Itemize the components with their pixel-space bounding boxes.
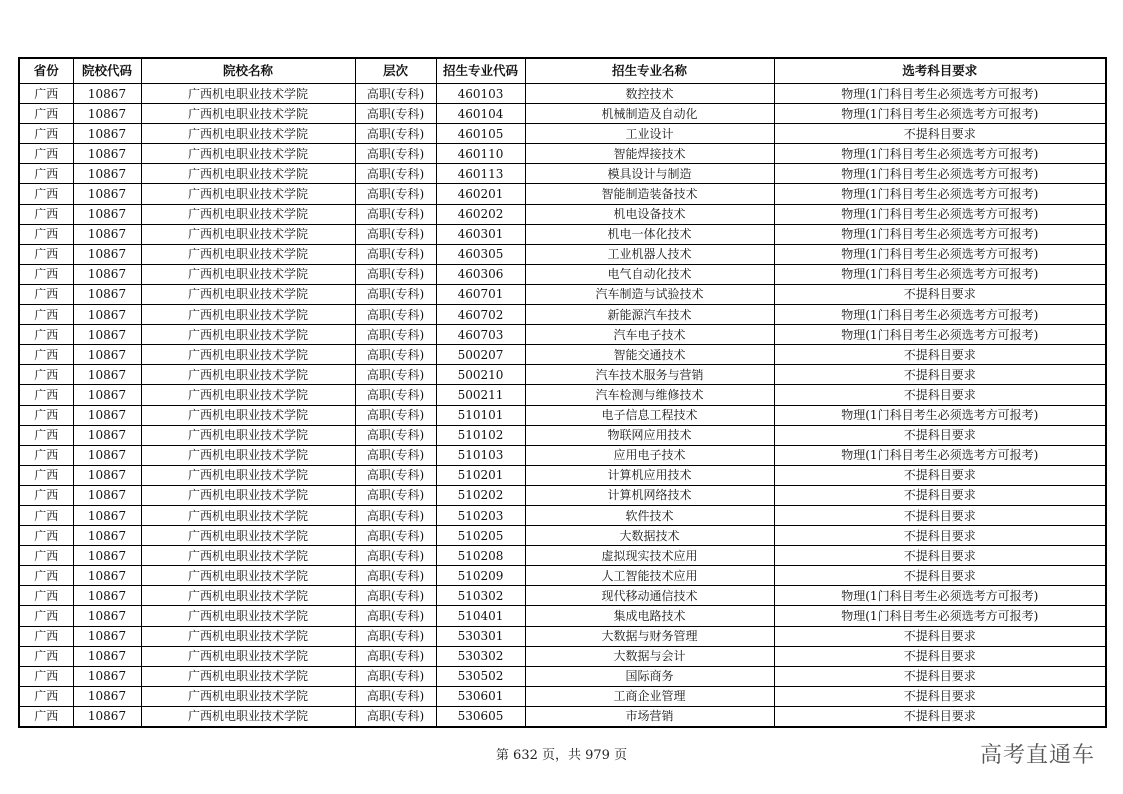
cell-major-code: 530502 — [436, 666, 525, 686]
cell-school-code: 10867 — [73, 425, 141, 445]
cell-level: 高职(专科) — [355, 144, 436, 164]
cell-province: 广西 — [19, 284, 73, 304]
cell-school-code: 10867 — [73, 184, 141, 204]
cell-school-code: 10867 — [73, 666, 141, 686]
cell-major-name: 大数据与财务管理 — [525, 626, 774, 646]
cell-school-name: 广西机电职业技术学院 — [141, 626, 355, 646]
cell-major-name: 大数据与会计 — [525, 646, 774, 666]
cell-major-code: 510209 — [436, 566, 525, 586]
header-row — [19, 58, 1106, 84]
cell-level: 高职(专科) — [355, 184, 436, 204]
cell-school-code: 10867 — [73, 104, 141, 124]
column-header-school-code: 院校代码 — [73, 58, 141, 84]
cell-school-code: 10867 — [73, 164, 141, 184]
cell-subject-requirement: 物理(1门科目考生必须选考方可报考) — [774, 224, 1106, 244]
table-row — [19, 546, 1106, 566]
cell-subject-requirement: 不提科目要求 — [774, 666, 1106, 686]
table-row — [19, 345, 1106, 365]
cell-subject-requirement: 不提科目要求 — [774, 465, 1106, 485]
table-row — [19, 686, 1106, 706]
cell-level: 高职(专科) — [355, 164, 436, 184]
table-row — [19, 244, 1106, 264]
table-header — [19, 58, 1106, 84]
cell-major-name: 智能制造装备技术 — [525, 184, 774, 204]
cell-province: 广西 — [19, 84, 73, 104]
cell-major-name: 虚拟现实技术应用 — [525, 546, 774, 566]
column-header-major-code: 招生专业代码 — [436, 58, 525, 84]
cell-major-name: 计算机网络技术 — [525, 485, 774, 505]
cell-school-name: 广西机电职业技术学院 — [141, 84, 355, 104]
admission-requirements-table — [18, 57, 1107, 728]
cell-major-code: 460202 — [436, 204, 525, 224]
cell-school-name: 广西机电职业技术学院 — [141, 224, 355, 244]
cell-major-code: 460104 — [436, 104, 525, 124]
cell-province: 广西 — [19, 305, 73, 325]
cell-major-code: 530301 — [436, 626, 525, 646]
cell-level: 高职(专科) — [355, 666, 436, 686]
cell-province: 广西 — [19, 626, 73, 646]
cell-major-name: 汽车检测与维修技术 — [525, 385, 774, 405]
cell-subject-requirement: 不提科目要求 — [774, 706, 1106, 727]
cell-major-code: 510103 — [436, 445, 525, 465]
cell-subject-requirement: 不提科目要求 — [774, 124, 1106, 144]
cell-subject-requirement: 物理(1门科目考生必须选考方可报考) — [774, 445, 1106, 465]
cell-province: 广西 — [19, 526, 73, 546]
cell-province: 广西 — [19, 405, 73, 425]
cell-major-name: 市场营销 — [525, 706, 774, 727]
cell-province: 广西 — [19, 244, 73, 264]
cell-level: 高职(专科) — [355, 264, 436, 284]
cell-school-name: 广西机电职业技术学院 — [141, 124, 355, 144]
table-row — [19, 566, 1106, 586]
cell-school-name: 广西机电职业技术学院 — [141, 345, 355, 365]
cell-school-code: 10867 — [73, 566, 141, 586]
cell-province: 广西 — [19, 706, 73, 727]
cell-school-code: 10867 — [73, 264, 141, 284]
cell-level: 高职(专科) — [355, 445, 436, 465]
cell-major-code: 510201 — [436, 465, 525, 485]
cell-school-code: 10867 — [73, 485, 141, 505]
cell-school-name: 广西机电职业技术学院 — [141, 606, 355, 626]
cell-school-name: 广西机电职业技术学院 — [141, 546, 355, 566]
table-row — [19, 626, 1106, 646]
cell-level: 高职(专科) — [355, 626, 436, 646]
table-row — [19, 445, 1106, 465]
cell-subject-requirement: 物理(1门科目考生必须选考方可报考) — [774, 204, 1106, 224]
cell-subject-requirement: 物理(1门科目考生必须选考方可报考) — [774, 104, 1106, 124]
cell-school-code: 10867 — [73, 385, 141, 405]
cell-school-code: 10867 — [73, 224, 141, 244]
cell-major-code: 460305 — [436, 244, 525, 264]
cell-subject-requirement: 物理(1门科目考生必须选考方可报考) — [774, 164, 1106, 184]
cell-major-code: 460201 — [436, 184, 525, 204]
cell-major-code: 460701 — [436, 284, 525, 304]
cell-major-code: 460301 — [436, 224, 525, 244]
cell-level: 高职(专科) — [355, 405, 436, 425]
cell-school-code: 10867 — [73, 526, 141, 546]
cell-major-code: 460113 — [436, 164, 525, 184]
cell-school-code: 10867 — [73, 626, 141, 646]
cell-major-code: 500210 — [436, 365, 525, 385]
cell-school-name: 广西机电职业技术学院 — [141, 144, 355, 164]
cell-province: 广西 — [19, 586, 73, 606]
cell-subject-requirement: 不提科目要求 — [774, 626, 1106, 646]
table-row — [19, 465, 1106, 485]
cell-school-name: 广西机电职业技术学院 — [141, 425, 355, 445]
cell-major-name: 机械制造及自动化 — [525, 104, 774, 124]
cell-school-code: 10867 — [73, 325, 141, 345]
cell-major-name: 电气自动化技术 — [525, 264, 774, 284]
cell-level: 高职(专科) — [355, 526, 436, 546]
cell-major-name: 数控技术 — [525, 84, 774, 104]
cell-major-code: 460105 — [436, 124, 525, 144]
table-row — [19, 224, 1106, 244]
cell-subject-requirement: 不提科目要求 — [774, 284, 1106, 304]
table-row — [19, 485, 1106, 505]
cell-school-name: 广西机电职业技术学院 — [141, 485, 355, 505]
table-row — [19, 505, 1106, 525]
cell-subject-requirement: 不提科目要求 — [774, 526, 1106, 546]
cell-subject-requirement: 物理(1门科目考生必须选考方可报考) — [774, 305, 1106, 325]
cell-subject-requirement: 不提科目要求 — [774, 566, 1106, 586]
cell-school-code: 10867 — [73, 586, 141, 606]
cell-school-name: 广西机电职业技术学院 — [141, 465, 355, 485]
cell-major-name: 国际商务 — [525, 666, 774, 686]
cell-school-code: 10867 — [73, 244, 141, 264]
cell-province: 广西 — [19, 385, 73, 405]
cell-major-name: 应用电子技术 — [525, 445, 774, 465]
cell-major-name: 人工智能技术应用 — [525, 566, 774, 586]
table-row — [19, 325, 1106, 345]
cell-major-name: 软件技术 — [525, 505, 774, 525]
cell-school-name: 广西机电职业技术学院 — [141, 305, 355, 325]
cell-school-name: 广西机电职业技术学院 — [141, 365, 355, 385]
cell-level: 高职(专科) — [355, 385, 436, 405]
cell-major-name: 智能交通技术 — [525, 345, 774, 365]
table-row — [19, 405, 1106, 425]
cell-school-name: 广西机电职业技术学院 — [141, 526, 355, 546]
table-row — [19, 606, 1106, 626]
cell-school-name: 广西机电职业技术学院 — [141, 244, 355, 264]
cell-school-code: 10867 — [73, 284, 141, 304]
cell-province: 广西 — [19, 666, 73, 686]
cell-level: 高职(专科) — [355, 305, 436, 325]
cell-major-code: 460703 — [436, 325, 525, 345]
cell-province: 广西 — [19, 606, 73, 626]
cell-major-name: 智能焊接技术 — [525, 144, 774, 164]
cell-major-name: 物联网应用技术 — [525, 425, 774, 445]
cell-major-code: 530302 — [436, 646, 525, 666]
cell-major-name: 工业设计 — [525, 124, 774, 144]
cell-subject-requirement: 不提科目要求 — [774, 485, 1106, 505]
cell-school-code: 10867 — [73, 84, 141, 104]
cell-level: 高职(专科) — [355, 104, 436, 124]
cell-school-code: 10867 — [73, 405, 141, 425]
cell-subject-requirement: 物理(1门科目考生必须选考方可报考) — [774, 184, 1106, 204]
cell-major-code: 510101 — [436, 405, 525, 425]
column-header-province: 省份 — [19, 58, 73, 84]
cell-subject-requirement: 物理(1门科目考生必须选考方可报考) — [774, 144, 1106, 164]
cell-level: 高职(专科) — [355, 465, 436, 485]
cell-subject-requirement: 物理(1门科目考生必须选考方可报考) — [774, 586, 1106, 606]
column-header-major-name: 招生专业名称 — [525, 58, 774, 84]
table-row — [19, 425, 1106, 445]
cell-province: 广西 — [19, 485, 73, 505]
table-row — [19, 586, 1106, 606]
cell-level: 高职(专科) — [355, 204, 436, 224]
cell-level: 高职(专科) — [355, 686, 436, 706]
cell-level: 高职(专科) — [355, 345, 436, 365]
cell-level: 高职(专科) — [355, 224, 436, 244]
cell-school-code: 10867 — [73, 686, 141, 706]
table-row — [19, 264, 1106, 284]
cell-subject-requirement: 不提科目要求 — [774, 686, 1106, 706]
cell-school-code: 10867 — [73, 606, 141, 626]
cell-subject-requirement: 不提科目要求 — [774, 345, 1106, 365]
cell-major-code: 510205 — [436, 526, 525, 546]
cell-major-code: 460702 — [436, 305, 525, 325]
cell-level: 高职(专科) — [355, 124, 436, 144]
watermark-text: 高考直通车 — [979, 743, 1095, 768]
cell-school-name: 广西机电职业技术学院 — [141, 264, 355, 284]
cell-school-code: 10867 — [73, 345, 141, 365]
cell-school-code: 10867 — [73, 546, 141, 566]
cell-major-name: 大数据技术 — [525, 526, 774, 546]
cell-level: 高职(专科) — [355, 425, 436, 445]
cell-major-name: 工商企业管理 — [525, 686, 774, 706]
cell-school-name: 广西机电职业技术学院 — [141, 666, 355, 686]
cell-province: 广西 — [19, 164, 73, 184]
cell-level: 高职(专科) — [355, 546, 436, 566]
table-row — [19, 184, 1106, 204]
cell-school-code: 10867 — [73, 505, 141, 525]
cell-school-name: 广西机电职业技术学院 — [141, 325, 355, 345]
cell-school-name: 广西机电职业技术学院 — [141, 204, 355, 224]
cell-major-name: 汽车制造与试验技术 — [525, 284, 774, 304]
cell-major-code: 510102 — [436, 425, 525, 445]
cell-level: 高职(专科) — [355, 365, 436, 385]
table-row — [19, 305, 1106, 325]
cell-subject-requirement: 物理(1门科目考生必须选考方可报考) — [774, 264, 1106, 284]
column-header-level: 层次 — [355, 58, 436, 84]
cell-major-code: 500211 — [436, 385, 525, 405]
table-row — [19, 365, 1106, 385]
cell-major-name: 汽车技术服务与营销 — [525, 365, 774, 385]
cell-major-code: 460103 — [436, 84, 525, 104]
cell-major-name: 模具设计与制造 — [525, 164, 774, 184]
table-row — [19, 385, 1106, 405]
table-row — [19, 706, 1106, 727]
cell-level: 高职(专科) — [355, 485, 436, 505]
cell-subject-requirement: 不提科目要求 — [774, 365, 1106, 385]
cell-subject-requirement: 不提科目要求 — [774, 546, 1106, 566]
cell-province: 广西 — [19, 365, 73, 385]
cell-school-code: 10867 — [73, 204, 141, 224]
table-row — [19, 144, 1106, 164]
table-row — [19, 526, 1106, 546]
cell-school-code: 10867 — [73, 144, 141, 164]
cell-subject-requirement: 不提科目要求 — [774, 385, 1106, 405]
cell-school-name: 广西机电职业技术学院 — [141, 706, 355, 727]
cell-level: 高职(专科) — [355, 606, 436, 626]
cell-level: 高职(专科) — [355, 646, 436, 666]
cell-school-name: 广西机电职业技术学院 — [141, 586, 355, 606]
cell-subject-requirement: 不提科目要求 — [774, 425, 1106, 445]
cell-school-code: 10867 — [73, 124, 141, 144]
cell-subject-requirement: 物理(1门科目考生必须选考方可报考) — [774, 405, 1106, 425]
cell-school-code: 10867 — [73, 365, 141, 385]
cell-province: 广西 — [19, 686, 73, 706]
cell-subject-requirement: 物理(1门科目考生必须选考方可报考) — [774, 325, 1106, 345]
cell-school-code: 10867 — [73, 465, 141, 485]
cell-province: 广西 — [19, 425, 73, 445]
cell-major-code: 460306 — [436, 264, 525, 284]
table-row — [19, 646, 1106, 666]
cell-province: 广西 — [19, 345, 73, 365]
cell-subject-requirement: 物理(1门科目考生必须选考方可报考) — [774, 84, 1106, 104]
cell-province: 广西 — [19, 546, 73, 566]
table-row — [19, 104, 1106, 124]
cell-level: 高职(专科) — [355, 325, 436, 345]
cell-major-code: 510208 — [436, 546, 525, 566]
table-body — [19, 84, 1106, 728]
cell-major-code: 530605 — [436, 706, 525, 727]
cell-province: 广西 — [19, 445, 73, 465]
cell-level: 高职(专科) — [355, 505, 436, 525]
cell-province: 广西 — [19, 224, 73, 244]
cell-subject-requirement: 不提科目要求 — [774, 505, 1106, 525]
cell-province: 广西 — [19, 104, 73, 124]
cell-subject-requirement: 物理(1门科目考生必须选考方可报考) — [774, 606, 1106, 626]
cell-major-name: 现代移动通信技术 — [525, 586, 774, 606]
cell-school-name: 广西机电职业技术学院 — [141, 184, 355, 204]
cell-major-name: 机电设备技术 — [525, 204, 774, 224]
cell-level: 高职(专科) — [355, 566, 436, 586]
cell-province: 广西 — [19, 184, 73, 204]
cell-major-code: 510302 — [436, 586, 525, 606]
cell-major-code: 510401 — [436, 606, 525, 626]
table-row — [19, 84, 1106, 104]
cell-province: 广西 — [19, 465, 73, 485]
cell-major-name: 计算机应用技术 — [525, 465, 774, 485]
page-number: 第 632 页，共 979 页 — [495, 748, 628, 763]
cell-province: 广西 — [19, 566, 73, 586]
cell-province: 广西 — [19, 505, 73, 525]
cell-major-name: 汽车电子技术 — [525, 325, 774, 345]
table-row — [19, 666, 1106, 686]
cell-school-name: 广西机电职业技术学院 — [141, 385, 355, 405]
cell-level: 高职(专科) — [355, 706, 436, 727]
cell-province: 广西 — [19, 646, 73, 666]
cell-school-code: 10867 — [73, 706, 141, 727]
cell-major-code: 530601 — [436, 686, 525, 706]
table-row — [19, 204, 1106, 224]
column-header-subject-requirement: 选考科目要求 — [774, 58, 1106, 84]
cell-school-name: 广西机电职业技术学院 — [141, 566, 355, 586]
cell-school-name: 广西机电职业技术学院 — [141, 646, 355, 666]
cell-major-name: 机电一体化技术 — [525, 224, 774, 244]
cell-major-code: 510203 — [436, 505, 525, 525]
table-row — [19, 164, 1106, 184]
cell-school-name: 广西机电职业技术学院 — [141, 505, 355, 525]
cell-subject-requirement: 不提科目要求 — [774, 646, 1106, 666]
cell-major-code: 510202 — [436, 485, 525, 505]
cell-level: 高职(专科) — [355, 586, 436, 606]
cell-province: 广西 — [19, 124, 73, 144]
cell-province: 广西 — [19, 264, 73, 284]
cell-province: 广西 — [19, 204, 73, 224]
table-row — [19, 124, 1106, 144]
cell-major-code: 460110 — [436, 144, 525, 164]
cell-province: 广西 — [19, 325, 73, 345]
cell-school-code: 10867 — [73, 305, 141, 325]
cell-school-code: 10867 — [73, 646, 141, 666]
cell-province: 广西 — [19, 144, 73, 164]
cell-major-name: 新能源汽车技术 — [525, 305, 774, 325]
cell-school-name: 广西机电职业技术学院 — [141, 405, 355, 425]
cell-major-code: 500207 — [436, 345, 525, 365]
cell-school-code: 10867 — [73, 445, 141, 465]
cell-school-name: 广西机电职业技术学院 — [141, 104, 355, 124]
column-header-school-name: 院校名称 — [141, 58, 355, 84]
cell-school-name: 广西机电职业技术学院 — [141, 284, 355, 304]
cell-school-name: 广西机电职业技术学院 — [141, 164, 355, 184]
cell-level: 高职(专科) — [355, 284, 436, 304]
cell-level: 高职(专科) — [355, 244, 436, 264]
cell-school-name: 广西机电职业技术学院 — [141, 445, 355, 465]
cell-school-name: 广西机电职业技术学院 — [141, 686, 355, 706]
cell-major-name: 电子信息工程技术 — [525, 405, 774, 425]
cell-major-name: 集成电路技术 — [525, 606, 774, 626]
cell-major-name: 工业机器人技术 — [525, 244, 774, 264]
cell-level: 高职(专科) — [355, 84, 436, 104]
table-row — [19, 284, 1106, 304]
cell-subject-requirement: 物理(1门科目考生必须选考方可报考) — [774, 244, 1106, 264]
